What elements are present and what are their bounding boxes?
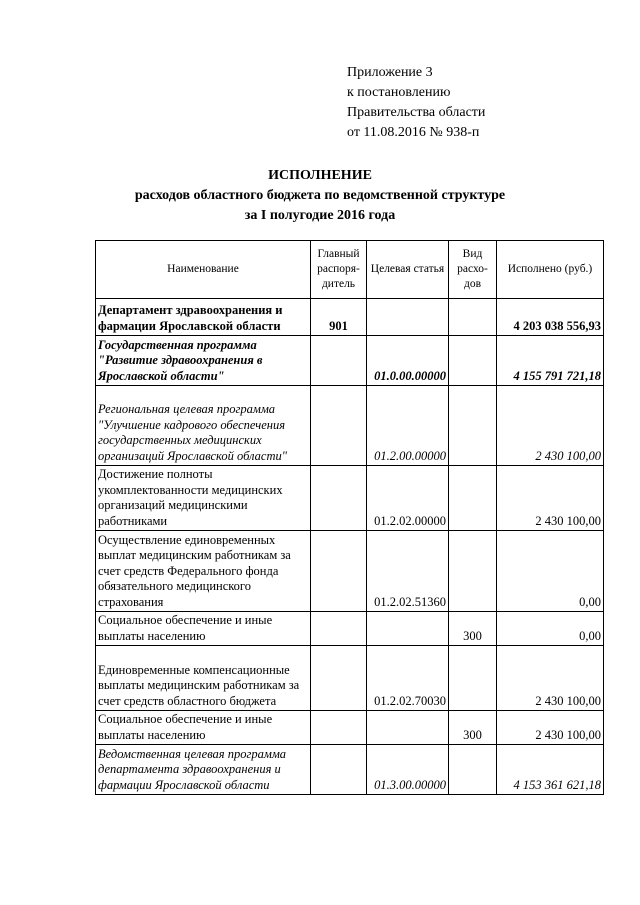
- row-manager: [311, 612, 367, 646]
- row-type: 300: [449, 711, 497, 745]
- title-line: за I полугодие 2016 года: [244, 208, 396, 223]
- row-target: 01.2.02.51360: [367, 531, 449, 612]
- row-target: [367, 612, 449, 646]
- row-type: [449, 386, 497, 466]
- row-manager: [311, 711, 367, 745]
- appendix-line: Приложение 3: [347, 65, 433, 80]
- row-executed: 2 430 100,00: [497, 386, 604, 466]
- table-row: [96, 299, 604, 336]
- row-name: Осуществление единовременных выплат медицинским работникам за счет средств Федерального фонда обязательного медицинского страхования: [96, 531, 311, 612]
- row-executed: 4 153 361 621,18: [497, 745, 604, 795]
- table-header-row: [96, 241, 604, 299]
- row-target: [367, 299, 449, 336]
- table-row: [96, 531, 604, 612]
- row-target: 01.3.00.00000: [367, 745, 449, 795]
- row-type: [449, 336, 497, 386]
- header-manager: Главный распоря-дитель: [311, 241, 367, 299]
- row-type: [449, 531, 497, 612]
- table-row: [96, 612, 604, 646]
- table-row: [96, 466, 604, 531]
- row-executed: 2 430 100,00: [497, 466, 604, 531]
- header-target: Целевая статья: [367, 241, 449, 299]
- row-manager: 901: [311, 299, 367, 336]
- row-name: Социальное обеспечение и иные выплаты населению: [96, 612, 311, 646]
- row-name: Единовременные компенсационные выплаты медицинским работникам за счет средств областного бюджета: [96, 646, 311, 711]
- title-line: расходов областного бюджета по ведомственной структуре: [134, 188, 506, 203]
- row-executed: 0,00: [497, 612, 604, 646]
- row-name: Ведомственная целевая программа департамента здравоохранения и фармации Ярославской области: [96, 745, 311, 795]
- row-executed: 2 430 100,00: [497, 646, 604, 711]
- row-manager: [311, 745, 367, 795]
- row-executed: 4 155 791 721,18: [497, 336, 604, 386]
- row-target: 01.2.00.00000: [367, 386, 449, 466]
- row-target: 01.0.00.00000: [367, 336, 449, 386]
- row-type: [449, 745, 497, 795]
- row-name: Достижение полноты укомплектованности медицинских организаций медицинскими работниками: [96, 466, 311, 531]
- table-row: [96, 745, 604, 795]
- row-name: Социальное обеспечение и иные выплаты населению: [96, 711, 311, 745]
- title-line: ИСПОЛНЕНИЕ: [268, 168, 372, 183]
- table-row: [96, 646, 604, 711]
- appendix-block: [347, 63, 485, 143]
- row-type: [449, 646, 497, 711]
- row-executed: 2 430 100,00: [497, 711, 604, 745]
- row-type: [449, 466, 497, 531]
- row-manager: [311, 386, 367, 466]
- appendix-line: Правительства области: [347, 105, 486, 120]
- table-row: [96, 386, 604, 466]
- budget-table: [95, 240, 604, 795]
- row-type: 300: [449, 612, 497, 646]
- header-name: Наименование: [96, 241, 311, 299]
- table-row: [96, 336, 604, 386]
- row-name: Департамент здравоохранения и фармации Ярославской области: [96, 299, 311, 336]
- row-manager: [311, 466, 367, 531]
- row-target: 01.2.02.70030: [367, 646, 449, 711]
- header-executed: Исполнено (руб.): [497, 241, 604, 299]
- row-target: [367, 711, 449, 745]
- row-type: [449, 299, 497, 336]
- row-name: Государственная программа "Развитие здравоохранения в Ярославской области": [96, 336, 311, 386]
- header-type: Вид расхо-дов: [449, 241, 497, 299]
- row-executed: 4 203 038 556,93: [497, 299, 604, 336]
- row-name: Региональная целевая программа "Улучшение кадрового обеспечения государственных медицинских организаций Ярославской области": [96, 386, 311, 466]
- row-manager: [311, 646, 367, 711]
- row-manager: [311, 531, 367, 612]
- appendix-line: к постановлению: [347, 85, 451, 100]
- document-title: [0, 166, 640, 226]
- appendix-line: от 11.08.2016 № 938-п: [347, 125, 480, 140]
- row-manager: [311, 336, 367, 386]
- row-executed: 0,00: [497, 531, 604, 612]
- row-target: 01.2.02.00000: [367, 466, 449, 531]
- table-row: [96, 711, 604, 745]
